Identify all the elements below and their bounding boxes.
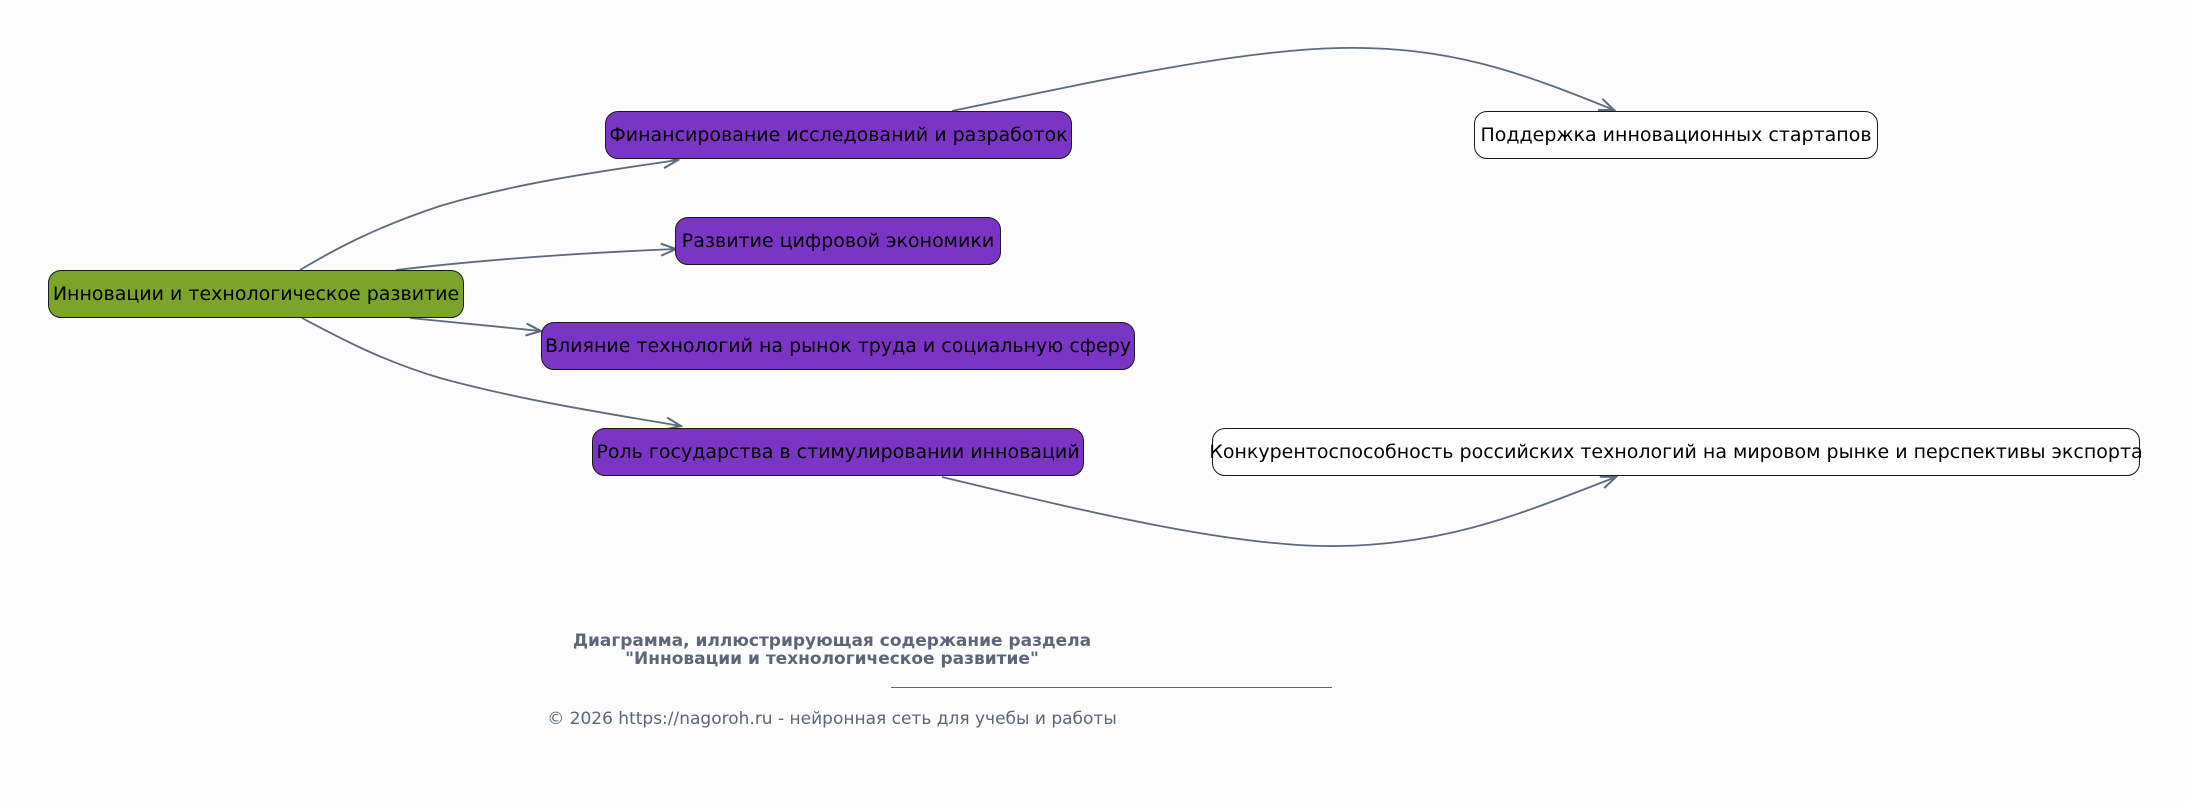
diagram-caption-line-2: "Инновации и технологическое развитие" [625, 649, 1039, 669]
edge-root-to-digital [396, 249, 676, 270]
diagram-caption-line-1: Диаграмма, иллюстрирующая содержание раздела [572, 631, 1092, 651]
node-startups-label: Поддержка инновационных стартапов [1480, 124, 1872, 146]
node-labor-label: Влияние технологий на рынок труда и социальную сферу [544, 335, 1132, 357]
edge-root-to-funding [300, 160, 678, 270]
node-state-label: Роль государства в стимулировании инноваций [596, 441, 1080, 463]
diagram-caption-title [0, 632, 1664, 668]
node-export-label: Конкурентоспособность российских технологий на мировом рынке и перспективы экспорта [1209, 441, 2143, 463]
node-state [592, 428, 1084, 476]
node-root [48, 270, 464, 318]
node-funding [605, 111, 1072, 159]
edge-state-to-export [942, 477, 1616, 546]
edge-root-to-labor [410, 318, 541, 331]
node-export [1209, 428, 2143, 476]
node-startups [1474, 111, 1878, 159]
node-root-label: Инновации и технологическое развитие [52, 283, 460, 305]
edge-funding-to-startups [952, 48, 1614, 111]
node-digital [675, 217, 1001, 265]
copyright-text: © 2026 https://nagoroh.ru - нейронная сеть для учебы и работы [547, 709, 1117, 729]
node-digital-label: Развитие цифровой экономики [681, 230, 995, 252]
caption-divider [891, 687, 1332, 688]
node-labor [541, 322, 1135, 370]
node-funding-label: Финансирование исследований и разработок [609, 124, 1068, 146]
